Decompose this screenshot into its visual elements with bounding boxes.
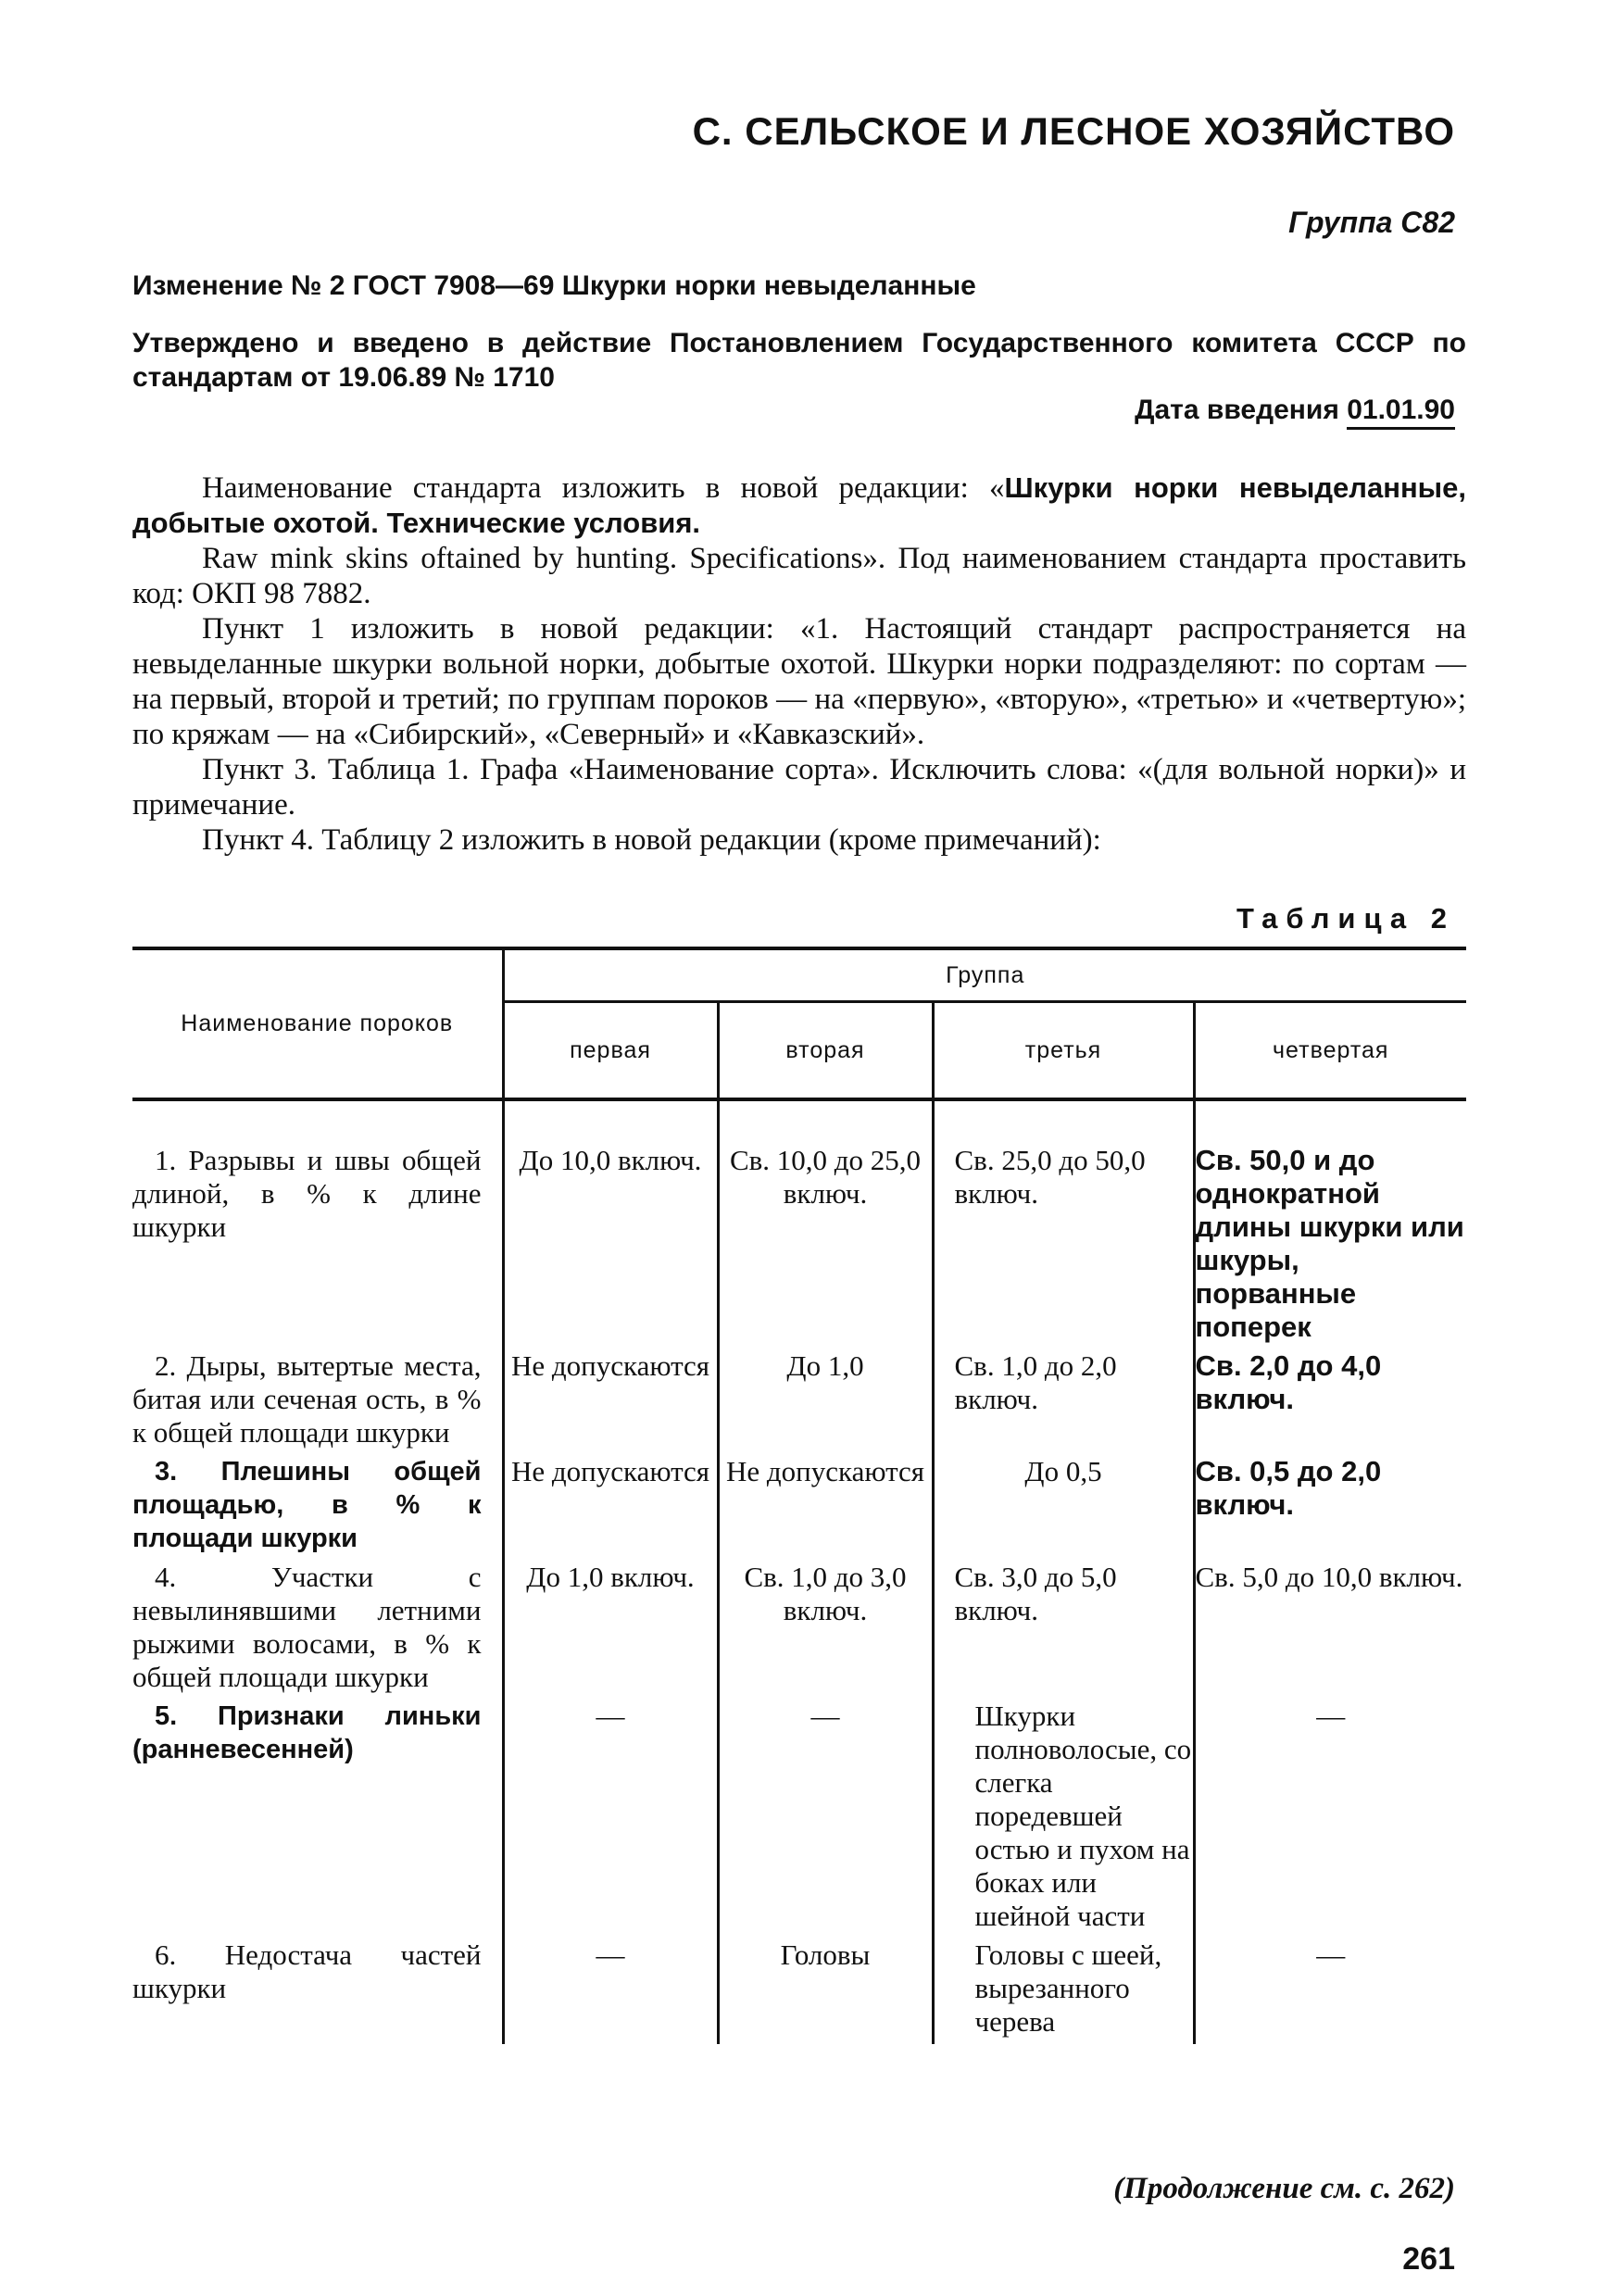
header-group-third: третья bbox=[933, 1002, 1194, 1100]
defect-name-text: 1. Разрывы и швы общей длиной, в % к длине шкурки bbox=[132, 1144, 482, 1243]
cell-second: Св. 1,0 до 3,0 включ. bbox=[718, 1561, 933, 1700]
cell-fourth: Св. 2,0 до 4,0 включ. bbox=[1194, 1349, 1466, 1455]
header-group-first: первая bbox=[503, 1002, 718, 1100]
approval-statement: Утверждено и введено в действие Постановлением Государственного комитета СССР по стандартам от 19.06.89 № 1710 bbox=[132, 328, 1466, 393]
defect-name-text: 4. Участки с невылинявшими летними рыжими волосами, в % к общей площади шкурки bbox=[132, 1561, 482, 1693]
continuation-note: (Продолжение см. с. 262) bbox=[1113, 2172, 1455, 2205]
cell-third: Шкурки полноволосые, со слегка поредевшей остью и пухом на боках или шейной части bbox=[933, 1700, 1194, 1938]
cell-first: Не допускаются bbox=[503, 1349, 718, 1455]
defect-name-text: 6. Недостача частей шкурки bbox=[132, 1938, 482, 2004]
paragraph-title-change bbox=[132, 470, 1466, 541]
cell-fourth: — bbox=[1194, 1700, 1466, 1938]
cell-third: Св. 1,0 до 2,0 включ. bbox=[933, 1349, 1194, 1455]
defect-name bbox=[132, 1700, 503, 1938]
table-row bbox=[132, 1561, 1466, 1700]
table-row bbox=[132, 1455, 1466, 1561]
cell-second: Св. 10,0 до 25,0 включ. bbox=[718, 1099, 933, 1349]
paragraph-clause-1: Пункт 1 изложить в новой редакции: «1. Настоящий стандарт распространяется на невыделанные шкурки вольной норки, добытые охотой. Шкурки норки подразделяют: по сортам — на первый, второй и третий; по группам пороков — на «первую», «вторую», «третью» и «четвертую»; по кряжам — на «Сибирский», «Северный» и «Кавказский». bbox=[132, 612, 1466, 751]
defect-name bbox=[132, 1938, 503, 2044]
table-row bbox=[132, 1700, 1466, 1938]
cell-third: Св. 25,0 до 50,0 включ. bbox=[933, 1099, 1194, 1349]
paragraph-clause-3: Пункт 3. Таблица 1. Графа «Наименование сорта». Исключить слова: «(для вольной норки)» и примечание. bbox=[132, 753, 1466, 822]
defect-name-text: 2. Дыры, вытертые места, битая или сеченая ость, в % к общей площади шкурки bbox=[132, 1349, 482, 1449]
cell-fourth: Св. 50,0 и до однократной длины шкурки или шкуры, порванные поперек bbox=[1194, 1099, 1466, 1349]
cell-first: — bbox=[503, 1700, 718, 1938]
group-label: Группа С82 bbox=[1288, 206, 1455, 239]
cell-second: До 1,0 bbox=[718, 1349, 933, 1455]
defect-name bbox=[132, 1561, 503, 1700]
cell-fourth: Св. 0,5 до 2,0 включ. bbox=[1194, 1455, 1466, 1561]
paragraph-english-title: Raw mink skins oftained by hunting. Specifications». Под наименованием стандарта проставить код: ОКП 98 7882. bbox=[132, 542, 1466, 610]
table-row bbox=[132, 1099, 1466, 1349]
cell-third: Св. 3,0 до 5,0 включ. bbox=[933, 1561, 1194, 1700]
document-page bbox=[132, 0, 1466, 2296]
section-title: С. СЕЛЬСКОЕ И ЛЕСНОЕ ХОЗЯЙСТВО bbox=[692, 109, 1455, 153]
header-group-second: вторая bbox=[718, 1002, 933, 1100]
cell-first: До 10,0 включ. bbox=[503, 1099, 718, 1349]
cell-first: До 1,0 включ. bbox=[503, 1561, 718, 1700]
cell-second: Не допускаются bbox=[718, 1455, 933, 1561]
amendment-title: Изменение № 2 ГОСТ 7908—69 Шкурки норки невыделанные bbox=[132, 270, 976, 301]
cell-second: Головы bbox=[718, 1938, 933, 2044]
cell-fourth: — bbox=[1194, 1938, 1466, 2044]
paragraph-clause-4: Пункт 4. Таблицу 2 изложить в новой редакции (кроме примечаний): bbox=[202, 823, 1101, 857]
cell-third: Головы с шеей, вырезанного черева bbox=[933, 1938, 1194, 2044]
defect-name bbox=[132, 1455, 503, 1561]
introduction-date bbox=[1135, 395, 1455, 426]
header-group: Группа bbox=[503, 948, 1466, 1002]
cell-first: — bbox=[503, 1938, 718, 2044]
defect-name-text: 5. Признаки линьки (ранневесенней) bbox=[132, 1701, 482, 1764]
amendment-body bbox=[132, 470, 1466, 858]
table-row bbox=[132, 1349, 1466, 1455]
cell-third: До 0,5 bbox=[933, 1455, 1194, 1561]
defect-name-text: 3. Плешины общей площадью, в % к площади шкурки bbox=[132, 1457, 482, 1553]
cell-second: — bbox=[718, 1700, 933, 1938]
defect-name bbox=[132, 1349, 503, 1455]
paragraph-text: Наименование стандарта изложить в новой редакции: « bbox=[202, 471, 1005, 505]
header-defect-name: Наименование пороков bbox=[181, 1010, 454, 1036]
header-group-fourth: четвертая bbox=[1194, 1002, 1466, 1100]
new-title-text: Шкурки норки невыделанные, добытые охотой. Технические условия. bbox=[132, 471, 1466, 539]
defect-name bbox=[132, 1099, 503, 1349]
table-row bbox=[132, 1938, 1466, 2044]
cell-first: Не допускаются bbox=[503, 1455, 718, 1561]
introduction-date-label: Дата введения bbox=[1135, 395, 1339, 425]
cell-fourth: Св. 5,0 до 10,0 включ. bbox=[1194, 1561, 1466, 1700]
page-number: 261 bbox=[1402, 2241, 1455, 2277]
table-label: Таблица 2 bbox=[1236, 902, 1455, 935]
defects-table bbox=[132, 947, 1466, 2044]
introduction-date-value: 01.01.90 bbox=[1347, 395, 1455, 430]
